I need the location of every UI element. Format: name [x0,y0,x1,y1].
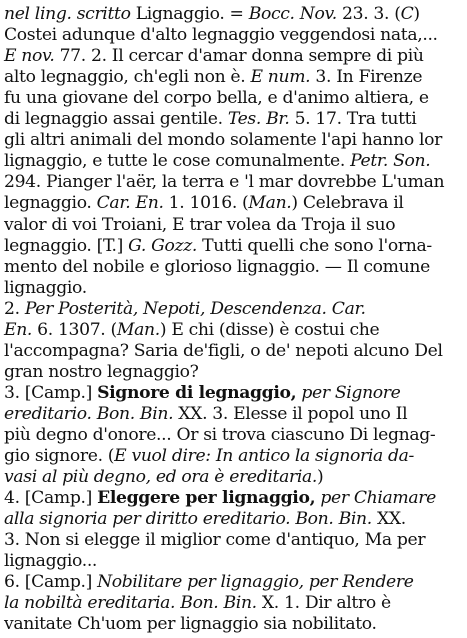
italic-text: G. Gozz. [128,235,198,256]
text-segment: gli altri animali del mondo solamente l'api hanno lor [4,130,442,151]
italic-text: alla signoria per diritto ereditario. Bon. Bin. [4,509,372,530]
italic-text: vasi al più degno, ed ora è ereditaria. [4,467,318,488]
text-segment: gio signore. ( [4,446,115,467]
dictionary-page [4,0,462,638]
bold-term: Signore di legnaggio, [97,382,297,403]
text-segment: gran nostro legnaggio? [4,361,199,382]
text-segment: fu una giovane del corpo bella, e d'animo altiera, e [4,88,429,109]
text-segment: alto legnaggio, ch'egli non è. [4,67,251,88]
text-segment: 294. Pianger l'aër, la terra e 'l mar dovrebbe L'uman [4,172,445,193]
italic-text: per Signore [301,382,401,403]
text-segment: 3. In Firenze [310,67,423,88]
text-segment: 5. 17. Tra tutti [289,109,417,130]
text-segment: Lignaggio. = [130,4,249,24]
italic-text: la nobiltà ereditaria. Bon. Bin. [4,593,257,614]
italic-text: per Chiamare [320,488,436,509]
text-segment: 4. [Camp.] [4,488,98,509]
text-segment: 2. [4,298,25,319]
text-segment: ) [413,4,420,24]
text-segment: 6. 1307. ( [32,319,117,340]
italic-text: Bocc. Nov. [248,4,337,24]
text-segment: 3. [Camp.] [4,382,98,403]
text-segment: ) E chi (disse) è costui che [159,319,380,340]
text-segment: 6. [Camp.] [4,572,98,593]
text-segment: X. 1. Dir altro è [256,593,391,614]
text-segment: di legnaggio assai gentile. [4,109,228,130]
text-line [4,612,462,636]
italic-text: Tes. Br. [227,109,290,130]
text-segment: 3. Non si elegge il miglior come d'antiquo, Ma per [4,530,426,551]
text-segment: più degno d'onore... Or si trova ciascuno Di legnag- [4,425,436,445]
text-segment: XX. 3. Elesse il popol uno Il [173,403,408,424]
italic-text: Man. [116,319,160,340]
italic-text: ereditario. Bon. Bin. [4,403,174,424]
text-segment: lignaggio, e tutte le cose comunalmente. [4,151,351,172]
text-segment: Costei adunque d'alto legnaggio veggendosi nata,... [4,25,438,46]
text-segment: ) Celebrava il [291,193,404,214]
text-segment: valor di voi Troiani, E trar volea da Troja il suo [4,214,396,235]
italic-text: Petr. Son. [350,151,431,172]
italic-text: nel ling. scritto [4,4,131,24]
text-segment: 23. 3. ( [336,4,401,24]
text-segment: lignaggio... [4,551,98,572]
italic-text: C [400,4,414,24]
text-segment: legnaggio. [T.] [4,235,129,256]
text-segment: lignaggio. [4,277,87,298]
italic-text: E num. [250,67,311,88]
italic-text: E vuol dire: In antico la signoria da- [114,446,415,467]
bold-term: Eleggere per lignaggio, [97,488,316,509]
text-segment: XX. [371,509,406,530]
text-segment: ) [317,467,324,488]
text-segment: legnaggio. [4,193,97,214]
italic-text: Nobilitare per lignaggio, [97,572,304,593]
italic-text: Car. En. [96,193,164,214]
italic-text: per Rendere [308,572,414,593]
italic-text: En. [4,319,33,340]
italic-text: Man. [248,193,292,214]
text-segment: 1. 1016. ( [163,193,249,214]
text-segment: Tutti quelli che sono l'orna- [197,235,432,256]
text-segment: l'accompagna? Saria de'figli, o de' nepoti alcuno Del [4,340,443,361]
text-segment: vanitate Ch'uom per lignaggio sia nobilitato. [4,614,377,635]
text-segment: mento del nobile e glorioso lignaggio. — Il comune [4,256,430,277]
text-segment: 77. 2. Il cercar d'amar donna sempre di più [54,46,424,67]
italic-text: E nov. [4,46,55,67]
italic-text: Per Posterità, Nepoti, Descendenza. Car. [24,298,366,319]
